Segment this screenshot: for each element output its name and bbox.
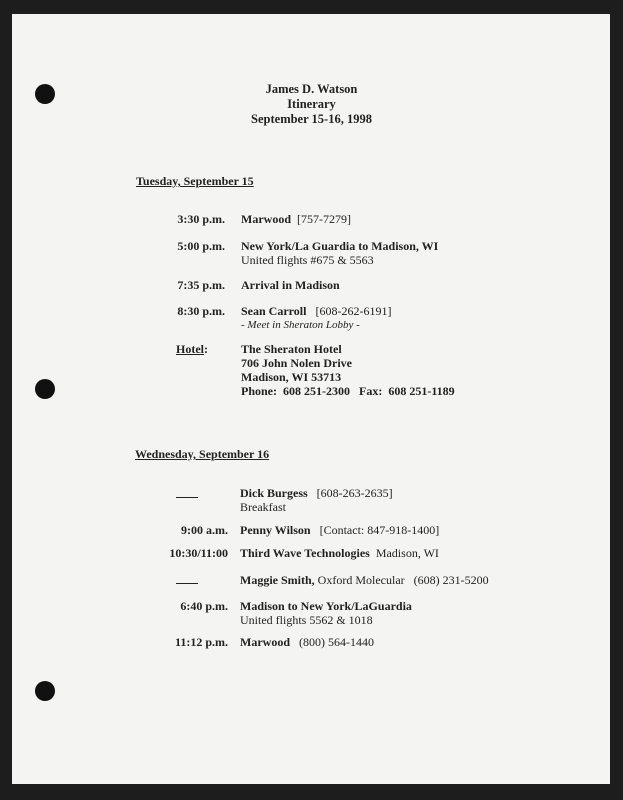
day1-time-3: 7:35 p.m.: [177, 278, 225, 292]
day1-item-1: [241, 212, 351, 226]
hotel-label-wrap: Hotel:: [176, 342, 208, 356]
date-range: September 15-16, 1998: [251, 112, 372, 126]
item-title: Penny Wilson: [240, 523, 311, 537]
item-title: Marwood: [241, 212, 291, 226]
item-detail: [608-262-6191]: [315, 304, 392, 318]
item-title: Arrival in Madison: [241, 278, 340, 292]
item-title: Sean Carroll: [241, 304, 307, 318]
item-detail: Oxford Molecular (608) 231-5200: [317, 573, 489, 587]
item-detail: (800) 564-1440: [299, 635, 374, 649]
day2-time-6: 11:12 p.m.: [174, 635, 228, 649]
item-detail: [608-263-2635]: [316, 486, 393, 500]
traveler-name: James D. Watson: [265, 82, 358, 96]
day1-heading: Tuesday, September 15: [136, 174, 254, 188]
day1-item-3: [241, 278, 340, 292]
time-blank-dash: [176, 497, 198, 498]
item-title: Marwood: [240, 635, 290, 649]
day1-time-1: 3:30 p.m.: [177, 212, 225, 226]
day2-item-3: [240, 546, 439, 560]
document-title: [0, 82, 623, 127]
item-detail: [Contact: 847-918-1400]: [319, 523, 440, 537]
item-title: New York/La Guardia to Madison, WI: [241, 239, 439, 253]
day2-item-1: [240, 486, 393, 514]
day2-item-6: [240, 635, 374, 649]
item-detail: [757-7279]: [297, 212, 351, 226]
hotel-city: Madison, WI 53713: [241, 370, 342, 384]
day2-time-3: 10:30/11:00: [169, 546, 228, 560]
day1-time-4: 8:30 p.m.: [177, 304, 225, 318]
item-title: Dick Burgess: [240, 486, 308, 500]
hotel-phone: Phone: 608 251-2300 Fax: 608 251-1189: [241, 384, 455, 398]
item-title: Third Wave Technologies: [240, 546, 370, 560]
day2-heading: Wednesday, September 16: [135, 447, 270, 461]
punch-hole-bottom: [35, 681, 55, 701]
itinerary-label: Itinerary: [287, 97, 336, 111]
item-line2: United flights #675 & 5563: [241, 253, 374, 267]
item-detail: Madison, WI: [375, 546, 439, 560]
time-blank-dash: [176, 583, 198, 584]
hotel-label: Hotel: [176, 342, 204, 356]
paper-page: [12, 14, 610, 784]
day2-item-4: [240, 573, 489, 587]
item-title: Maggie Smith,: [240, 573, 315, 587]
day2-time-2: 9:00 a.m.: [181, 523, 228, 537]
item-note: - Meet in Sheraton Lobby -: [241, 319, 360, 331]
item-title: Madison to New York/LaGuardia: [240, 599, 412, 613]
day1-item-2: [241, 239, 438, 267]
hotel-street: 706 John Nolen Drive: [241, 356, 352, 370]
item-line2: Breakfast: [240, 500, 286, 514]
hotel-block: [241, 342, 455, 398]
day2-time-5: 6:40 p.m.: [180, 599, 228, 613]
day1-item-4: [241, 304, 391, 332]
day2-item-2: [240, 523, 439, 537]
day2-item-5: [240, 599, 412, 627]
day1-time-2: 5:00 p.m.: [177, 239, 225, 253]
hotel-name: The Sheraton Hotel: [241, 342, 342, 356]
punch-hole-middle: [35, 379, 55, 399]
item-line2: United flights 5562 & 1018: [240, 613, 373, 627]
